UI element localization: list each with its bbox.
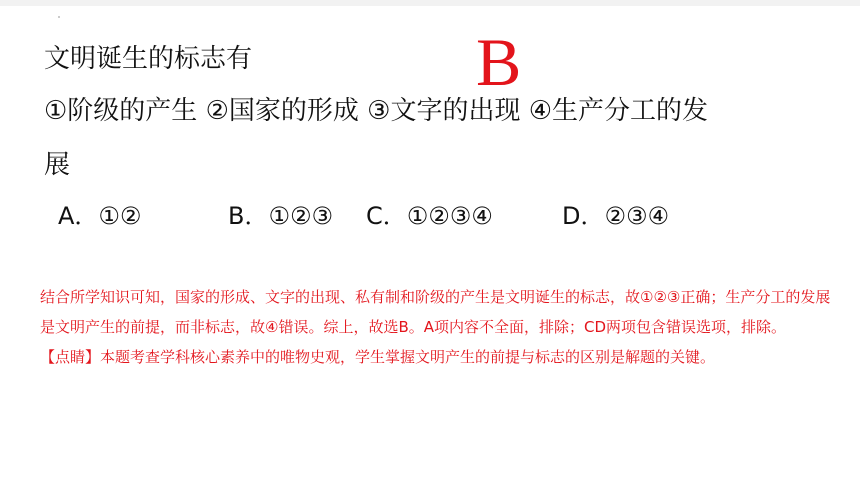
question-items: ①阶级的产生 ②国家的形成 ③文字的出现 ④生产分工的发 xyxy=(44,96,709,126)
question-stem: 文明诞生的标志有 xyxy=(44,44,253,74)
option-a: A．①② xyxy=(58,202,142,230)
top-bar xyxy=(0,0,860,6)
option-d: D．②③④ xyxy=(562,202,670,230)
answer-letter: B xyxy=(476,24,522,100)
explanation-tip: 【点睛】本题考查学科核心素养中的唯物史观，学生掌握文明产生的前提与标志的区别是解题的关键。 xyxy=(40,348,716,366)
question-items-continued: 展 xyxy=(44,150,71,180)
option-b: B．①②③ xyxy=(228,202,334,230)
explanation-analysis: 结合所学知识可知，国家的形成、文字的出现、私有制和阶级的产生是文明诞生的标志，故①②③正确；生产分工的发展是文明产生的前提，而非标志，故④错误。综上，故选B。A项内容不全面，排除；CD两项包含错误选项，排除。 xyxy=(40,288,831,336)
decorative-dot xyxy=(58,16,60,18)
option-c: C．①②③④ xyxy=(366,202,493,230)
explanation xyxy=(40,282,840,372)
